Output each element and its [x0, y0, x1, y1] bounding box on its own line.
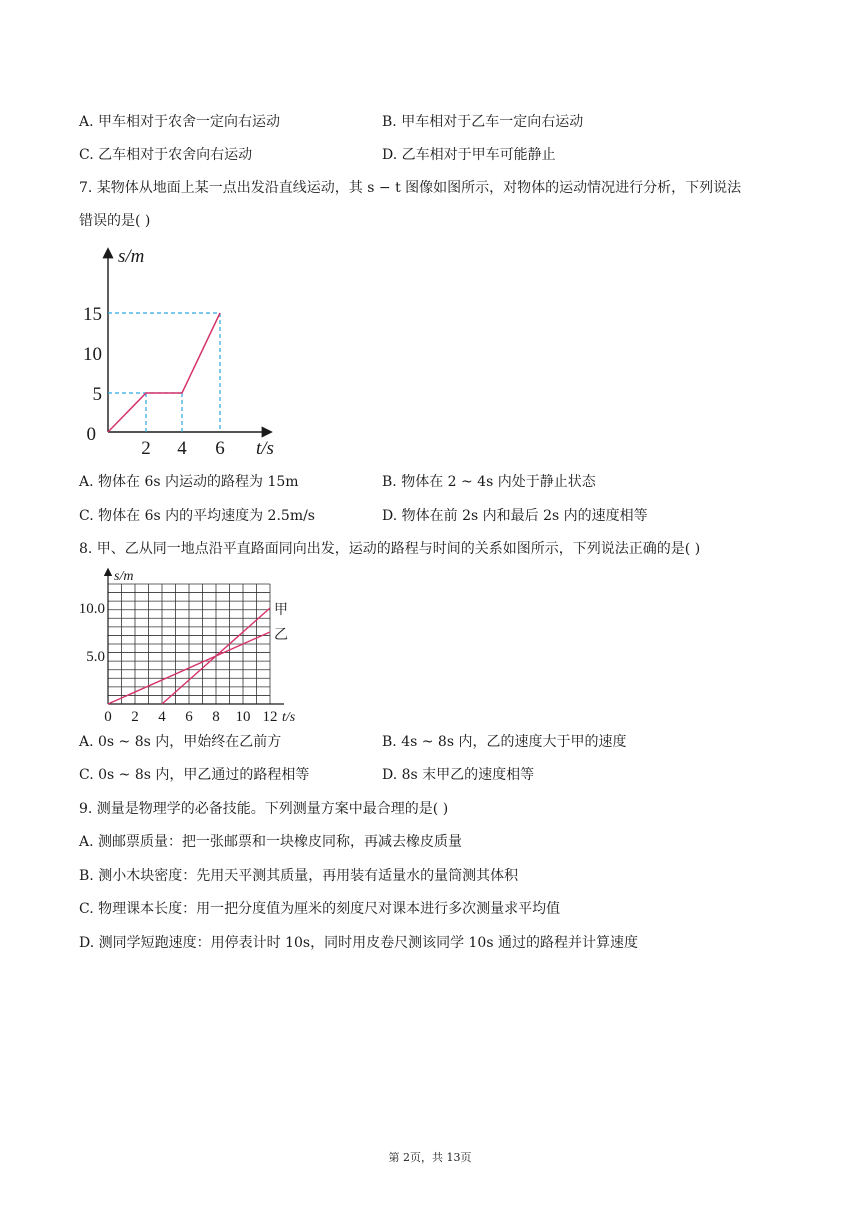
- q6-option-d: D. 乙车相对于甲车可能静止: [382, 147, 556, 163]
- q8-ytick-5: 5.0: [86, 649, 105, 665]
- q8-xtick-8: 8: [212, 709, 220, 725]
- q8-label-jia: 甲: [274, 603, 288, 618]
- q8-xtick-0: 0: [104, 709, 112, 725]
- q8-xtick-10: 10: [235, 709, 251, 725]
- q7-ylabel: s/m: [118, 246, 145, 267]
- q7-xtick-2: 2: [141, 438, 151, 459]
- q8-stem: 8. 甲、乙从同一地点沿平直路面同向出发，运动的路程与时间的关系如图所示，下列说法正确的是( ): [79, 541, 701, 557]
- q8-st-graph: [74, 564, 314, 728]
- q7-stem-line2: 错误的是( ): [79, 213, 151, 229]
- q9-option-a: A. 测邮票质量：把一张邮票和一块橡皮同称，再减去橡皮质量: [79, 834, 463, 850]
- q8-xtick-12: 12: [262, 709, 278, 725]
- q8-xlabel: t/s: [282, 710, 296, 725]
- q7-option-a: A. 物体在 6s 内运动的路程为 15m: [79, 474, 299, 490]
- q7-ytick-0: 0: [86, 424, 96, 445]
- q6-option-b: B. 甲车相对于乙车一定向右运动: [382, 114, 584, 130]
- q8-ylabel: s/m: [114, 569, 134, 584]
- q8-xtick-2: 2: [131, 709, 139, 725]
- q8-label-yi: 乙: [274, 628, 288, 643]
- q7-st-graph: [78, 242, 288, 462]
- q8-xtick-6: 6: [185, 709, 193, 725]
- q7-option-b: B. 物体在 2 ~ 4s 内处于静止状态: [382, 474, 596, 490]
- q8-option-b: B. 4s ~ 8s 内，乙的速度大于甲的速度: [382, 734, 627, 750]
- q7-ytick-15: 15: [83, 304, 102, 325]
- q9-option-d: D. 测同学短跑速度：用停表计时 10s，同时用皮卷尺测该同学 10s 通过的路程并计算速度: [79, 935, 638, 951]
- q7-ytick-5: 5: [92, 384, 102, 405]
- q8-grid: [108, 584, 270, 704]
- q7-ytick-10: 10: [83, 344, 102, 365]
- q7-xtick-4: 4: [177, 438, 187, 459]
- q9-stem: 9. 测量是物理学的必备技能。下列测量方案中最合理的是( ): [79, 801, 449, 817]
- q8-option-c: C. 0s ~ 8s 内，甲乙通过的路程相等: [79, 767, 310, 783]
- q7-xlabel: t/s: [256, 438, 274, 459]
- page-footer: 第 2页，共 13页: [388, 1151, 472, 1164]
- q9-option-c: C. 物理课本长度：用一把分度值为厘米的刻度尺对课本进行多次测量求平均值: [79, 901, 561, 917]
- q7-option-c: C. 物体在 6s 内的平均速度为 2.5m/s: [79, 508, 315, 524]
- q7-option-d: D. 物体在前 2s 内和最后 2s 内的速度相等: [382, 508, 648, 524]
- q8-xtick-4: 4: [158, 709, 166, 725]
- q7-stem-line1: 7. 某物体从地面上某一点出发沿直线运动，其 s − t 图像如图所示，对物体的运动情况进行分析，下列说法: [79, 180, 742, 196]
- q7-st-line: [108, 313, 220, 432]
- q9-option-b: B. 测小木块密度：先用天平测其质量，再用装有适量水的量筒测其体积: [79, 868, 519, 884]
- q8-option-a: A. 0s ~ 8s 内，甲始终在乙前方: [79, 734, 282, 750]
- q8-ytick-10: 10.0: [78, 601, 105, 617]
- q7-xtick-6: 6: [215, 438, 225, 459]
- q6-option-c: C. 乙车相对于农舍向右运动: [79, 147, 253, 163]
- q6-option-a: A. 甲车相对于农舍一定向右运动: [79, 114, 281, 130]
- q8-option-d: D. 8s 末甲乙的速度相等: [382, 767, 535, 783]
